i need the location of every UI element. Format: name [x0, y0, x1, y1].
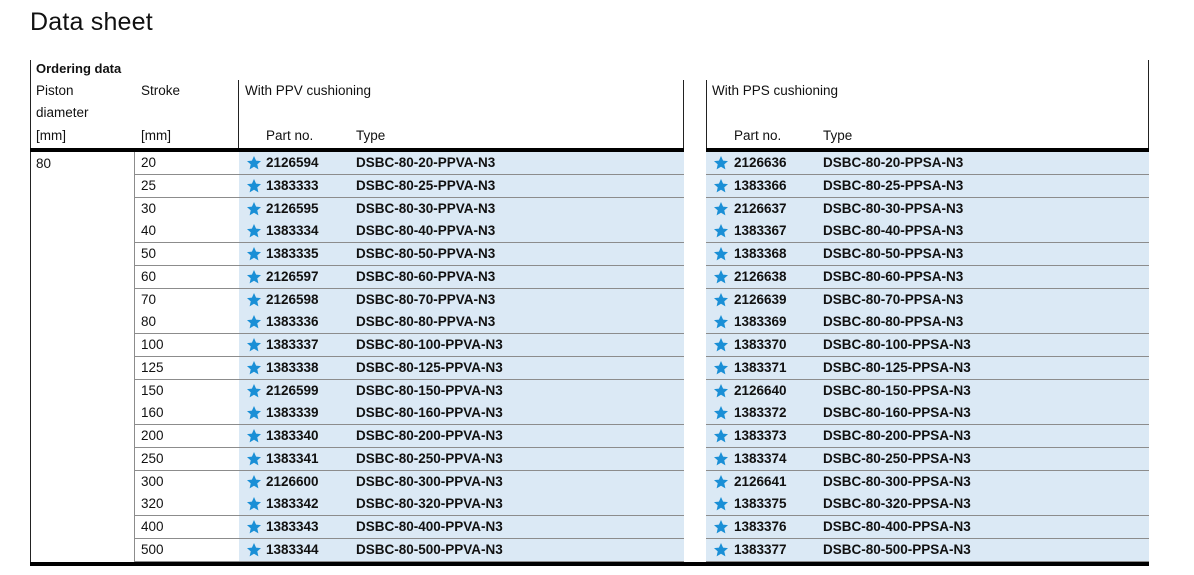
table-row	[0, 175, 1194, 197]
pps-type-code: DSBC-80-50-PPSA-N3	[823, 246, 964, 261]
pps-type-code: DSBC-80-300-PPSA-N3	[823, 474, 971, 489]
star-icon	[713, 360, 729, 376]
table-row	[0, 493, 1194, 515]
table-row	[0, 516, 1194, 538]
pps-type-code: DSBC-80-200-PPSA-N3	[823, 428, 971, 443]
stroke-value: 200	[141, 428, 164, 443]
stroke-value: 80	[141, 314, 157, 329]
pps-part-number[interactable]: 2126639	[734, 292, 787, 307]
ppv-part-number[interactable]: 2126595	[266, 201, 319, 216]
stroke-value: 100	[141, 337, 164, 352]
pps-part-number[interactable]: 2126636	[734, 155, 787, 170]
ppv-type-code: DSBC-80-320-PPVA-N3	[356, 496, 503, 511]
star-icon	[713, 201, 729, 217]
table-row	[0, 220, 1194, 242]
ppv-part-number[interactable]: 1383338	[266, 360, 319, 375]
star-icon	[713, 451, 729, 467]
stroke-value: 500	[141, 542, 164, 557]
stroke-value: 320	[141, 496, 164, 511]
ppv-part-number[interactable]: 1383335	[266, 246, 319, 261]
bottom-rule	[30, 562, 1149, 566]
star-icon	[713, 383, 729, 399]
ppv-type-code: DSBC-80-100-PPVA-N3	[356, 337, 503, 352]
table-row	[0, 471, 1194, 493]
stroke-value: 250	[141, 451, 164, 466]
pps-type-code: DSBC-80-500-PPSA-N3	[823, 542, 971, 557]
pps-part-number[interactable]: 1383375	[734, 496, 787, 511]
star-icon	[713, 496, 729, 512]
star-icon	[246, 428, 262, 444]
table-row	[0, 289, 1194, 311]
pps-type-code: DSBC-80-70-PPSA-N3	[823, 292, 964, 307]
pps-type-code: DSBC-80-150-PPSA-N3	[823, 383, 971, 398]
pps-part-number[interactable]: 1383374	[734, 451, 787, 466]
pps-part-number[interactable]: 2126637	[734, 201, 787, 216]
star-icon	[246, 519, 262, 535]
ppv-part-number[interactable]: 2126598	[266, 292, 319, 307]
ppv-part-number[interactable]: 1383342	[266, 496, 319, 511]
star-icon	[246, 383, 262, 399]
pps-type-code: DSBC-80-160-PPSA-N3	[823, 405, 971, 420]
ppv-type-code: DSBC-80-150-PPVA-N3	[356, 383, 503, 398]
piston-header-line2: diameter	[36, 105, 89, 120]
pps-part-number[interactable]: 1383366	[734, 178, 787, 193]
star-icon	[246, 474, 262, 490]
ppv-part-number[interactable]: 1383343	[266, 519, 319, 534]
star-icon	[246, 246, 262, 262]
ppv-type-code: DSBC-80-300-PPVA-N3	[356, 474, 503, 489]
piston-header-unit: [mm]	[36, 128, 66, 143]
pps-part-number[interactable]: 1383371	[734, 360, 787, 375]
pps-group-header: With PPS cushioning	[712, 83, 839, 98]
pps-part-number[interactable]: 1383377	[734, 542, 787, 557]
stroke-value: 60	[141, 269, 157, 284]
pps-group-divider	[706, 80, 707, 150]
ppv-part-number[interactable]: 1383334	[266, 223, 319, 238]
ppv-part-no-header: Part no.	[266, 128, 314, 143]
table-row	[0, 334, 1194, 356]
group-gap-right-line	[683, 80, 684, 150]
ppv-type-code: DSBC-80-400-PPVA-N3	[356, 519, 503, 534]
ppv-part-number[interactable]: 1383344	[266, 542, 319, 557]
star-icon	[713, 314, 729, 330]
ppv-part-number[interactable]: 1383341	[266, 451, 319, 466]
star-icon	[713, 155, 729, 171]
stroke-value: 50	[141, 246, 157, 261]
ppv-part-number[interactable]: 1383333	[266, 178, 319, 193]
ppv-type-code: DSBC-80-250-PPVA-N3	[356, 451, 503, 466]
pps-part-number[interactable]: 2126638	[734, 269, 787, 284]
table-row	[0, 425, 1194, 447]
star-icon	[713, 337, 729, 353]
ppv-type-code: DSBC-80-200-PPVA-N3	[356, 428, 503, 443]
star-icon	[246, 201, 262, 217]
table-row	[0, 402, 1194, 424]
star-icon	[713, 269, 729, 285]
pps-type-code: DSBC-80-25-PPSA-N3	[823, 178, 964, 193]
pps-type-code: DSBC-80-30-PPSA-N3	[823, 201, 964, 216]
ppv-type-code: DSBC-80-30-PPVA-N3	[356, 201, 496, 216]
star-icon	[713, 292, 729, 308]
pps-type-code: DSBC-80-60-PPSA-N3	[823, 269, 964, 284]
table-row	[0, 311, 1194, 333]
ppv-part-number[interactable]: 1383339	[266, 405, 319, 420]
stroke-value: 400	[141, 519, 164, 534]
stroke-value: 70	[141, 292, 157, 307]
star-icon	[713, 542, 729, 558]
ppv-type-code: DSBC-80-70-PPVA-N3	[356, 292, 496, 307]
piston-header-line1: Piston	[36, 83, 74, 98]
pps-type-code: DSBC-80-80-PPSA-N3	[823, 314, 964, 329]
star-icon	[246, 178, 262, 194]
ppv-part-number[interactable]: 2126599	[266, 383, 319, 398]
ppv-part-number[interactable]: 1383340	[266, 428, 319, 443]
star-icon	[713, 428, 729, 444]
star-icon	[713, 405, 729, 421]
ppv-type-code: DSBC-80-20-PPVA-N3	[356, 155, 496, 170]
ppv-type-header: Type	[356, 128, 386, 143]
ppv-group-header: With PPV cushioning	[245, 83, 372, 98]
stroke-value: 20	[141, 155, 157, 170]
ppv-type-code: DSBC-80-500-PPVA-N3	[356, 542, 503, 557]
pps-part-number[interactable]: 2126641	[734, 474, 787, 489]
pps-type-code: DSBC-80-250-PPSA-N3	[823, 451, 971, 466]
stroke-header: Stroke	[141, 83, 181, 98]
ppv-type-code: DSBC-80-125-PPVA-N3	[356, 360, 503, 375]
pps-type-code: DSBC-80-125-PPSA-N3	[823, 360, 971, 375]
star-icon	[713, 246, 729, 262]
star-icon	[246, 223, 262, 239]
stroke-value: 40	[141, 223, 157, 238]
table-row	[0, 198, 1194, 220]
table-row	[0, 266, 1194, 288]
pps-part-number[interactable]: 1383372	[734, 405, 787, 420]
ppv-group-divider	[238, 80, 239, 150]
pps-part-number[interactable]: 1383376	[734, 519, 787, 534]
ppv-type-code: DSBC-80-25-PPVA-N3	[356, 178, 496, 193]
ppv-part-number[interactable]: 2126597	[266, 269, 319, 284]
table-row	[0, 357, 1194, 379]
ppv-type-code: DSBC-80-160-PPVA-N3	[356, 405, 503, 420]
ppv-part-number[interactable]: 2126594	[266, 155, 319, 170]
stroke-value: 160	[141, 405, 164, 420]
stroke-value: 125	[141, 360, 164, 375]
stroke-value: 30	[141, 201, 157, 216]
table-row	[0, 152, 1194, 174]
pps-part-number[interactable]: 2126640	[734, 383, 787, 398]
stroke-header-unit: [mm]	[141, 128, 171, 143]
star-icon	[246, 451, 262, 467]
star-icon	[246, 405, 262, 421]
table-row	[0, 380, 1194, 402]
star-icon	[713, 474, 729, 490]
star-icon	[246, 269, 262, 285]
star-icon	[713, 519, 729, 535]
ppv-part-number[interactable]: 2126600	[266, 474, 319, 489]
pps-type-code: DSBC-80-40-PPSA-N3	[823, 223, 964, 238]
pps-type-code: DSBC-80-20-PPSA-N3	[823, 155, 964, 170]
star-icon	[246, 337, 262, 353]
star-icon	[246, 542, 262, 558]
star-icon	[246, 314, 262, 330]
star-icon	[713, 178, 729, 194]
pps-part-number[interactable]: 1383369	[734, 314, 787, 329]
pps-type-code: DSBC-80-320-PPSA-N3	[823, 496, 971, 511]
pps-part-number[interactable]: 1383373	[734, 428, 787, 443]
pps-part-number[interactable]: 1383368	[734, 246, 787, 261]
pps-part-no-header: Part no.	[734, 128, 782, 143]
ppv-type-code: DSBC-80-60-PPVA-N3	[356, 269, 496, 284]
pps-part-number[interactable]: 1383370	[734, 337, 787, 352]
ppv-type-code: DSBC-80-80-PPVA-N3	[356, 314, 496, 329]
table-row	[0, 243, 1194, 265]
table-row	[0, 539, 1194, 561]
table-row	[0, 448, 1194, 470]
star-icon	[246, 496, 262, 512]
star-icon	[246, 155, 262, 171]
ppv-type-code: DSBC-80-50-PPVA-N3	[356, 246, 496, 261]
pps-type-code: DSBC-80-100-PPSA-N3	[823, 337, 971, 352]
pps-type-header: Type	[823, 128, 853, 143]
pps-type-code: DSBC-80-400-PPSA-N3	[823, 519, 971, 534]
star-icon	[713, 223, 729, 239]
star-icon	[246, 360, 262, 376]
pps-part-number[interactable]: 1383367	[734, 223, 787, 238]
ppv-part-number[interactable]: 1383337	[266, 337, 319, 352]
section-title: Ordering data	[36, 61, 122, 76]
ppv-part-number[interactable]: 1383336	[266, 314, 319, 329]
page-title: Data sheet	[30, 8, 153, 36]
stroke-value: 25	[141, 178, 157, 193]
stroke-value: 300	[141, 474, 164, 489]
ppv-type-code: DSBC-80-40-PPVA-N3	[356, 223, 496, 238]
star-icon	[246, 292, 262, 308]
piston-diameter-value: 80	[36, 156, 52, 171]
stroke-value: 150	[141, 383, 164, 398]
